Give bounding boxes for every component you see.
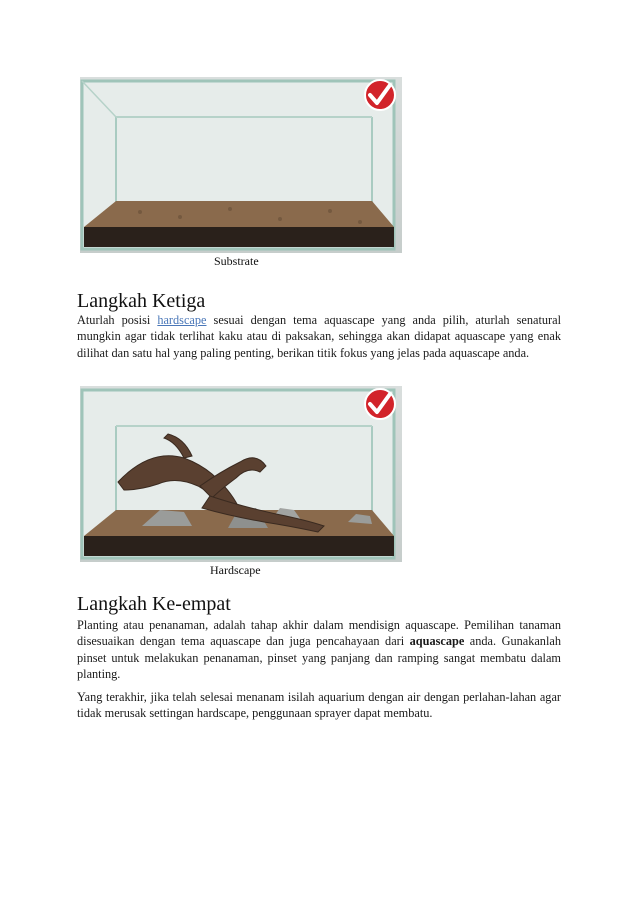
- section-title-step3: Langkah Ketiga: [77, 290, 206, 312]
- figure-caption-substrate: Substrate: [214, 254, 259, 268]
- paragraph-step4-suffix: anda. Gunakanlah pinset untuk melakukan penanaman, pinset yang panjang dan ramping sangat membatu dalam planting.: [77, 634, 561, 682]
- hardscape-link[interactable]: hardscape: [157, 313, 207, 327]
- paragraph-step4-final: Yang terakhir, jika telah selesai menanam isilah aquarium dengan air dengan perlahan-lahan agar tidak merusak settingan hardscape, penggunaan sprayer dapat membatu.: [77, 690, 561, 721]
- section-title-step4: Langkah Ke-empat: [77, 593, 231, 615]
- bold-aquascape: aquascape: [409, 634, 465, 649]
- substrate-photo: [80, 77, 402, 253]
- figure-caption-hardscape: Hardscape: [210, 563, 261, 577]
- paragraph-step4-prefix: Planting atau penanaman, adalah tahap akhir dalam mendisign aquascape. Pemilihan tanaman disesuaikan dengan tema aquascape dan juga pencahayaan dari: [77, 618, 561, 649]
- paragraph-step3: [77, 312, 561, 361]
- hardscape-photo: [80, 386, 402, 562]
- paragraph-step4-planting: [77, 617, 561, 683]
- checkmark-badge-icon: [365, 389, 395, 419]
- paragraph-step3-suffix: sesuai dengan tema aquascape yang anda pilih, aturlah senatural mungkin agar tidak terlihat kaku atau di paksakan, sehingga akan didapat aquascape yang enak dilihat dan satu hal yang paling penting, berikan titik fokus yang jelas pada aquascape anda.: [77, 313, 561, 360]
- paragraph-step3-prefix: Aturlah posisi: [77, 313, 158, 327]
- checkmark-badge-icon: [365, 80, 395, 110]
